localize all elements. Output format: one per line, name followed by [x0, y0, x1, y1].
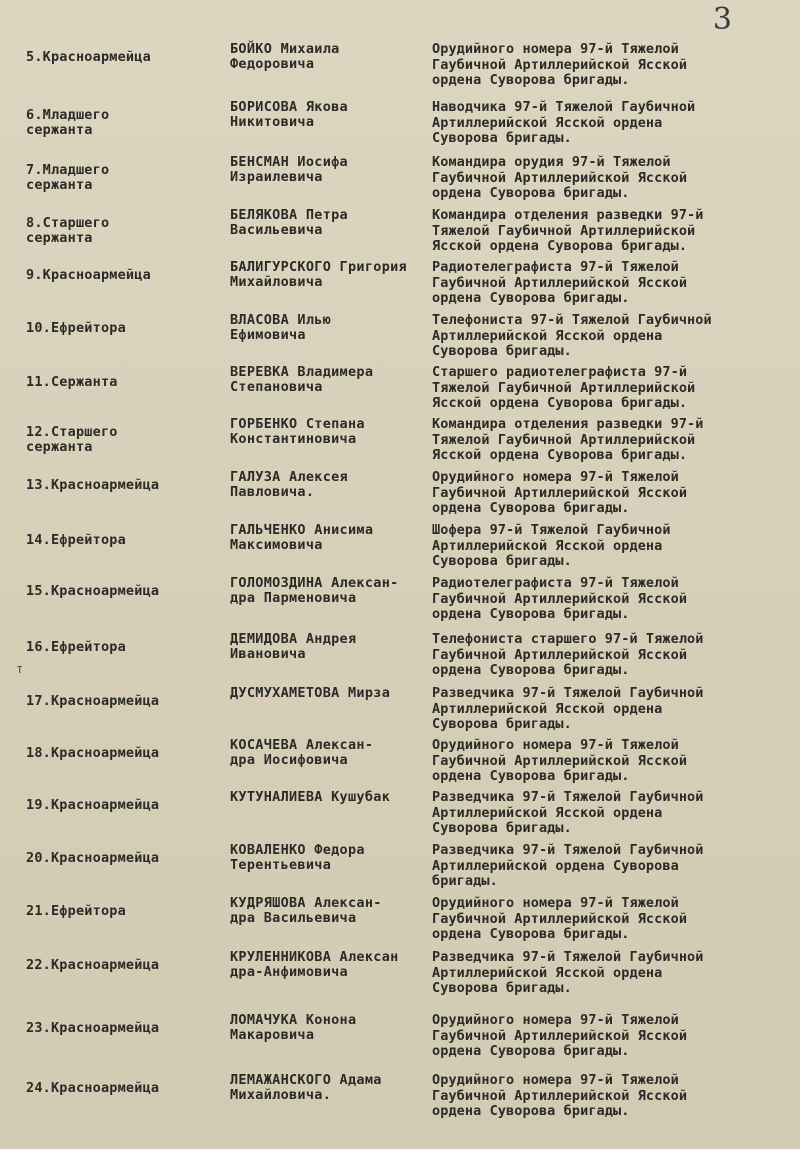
- description-cell: [432, 208, 787, 255]
- name-line: Степановича: [230, 379, 323, 395]
- rank-line: 24.Красноармейца: [26, 1080, 160, 1096]
- name-line: Федоровича: [230, 56, 315, 72]
- description-line: ордена Суворова бригады.: [432, 1043, 630, 1059]
- description-line: ордена Суворова бригады.: [432, 290, 630, 306]
- description-line: Тяжелой Гаубичной Артиллерийской: [432, 379, 696, 396]
- description-cell: [432, 896, 787, 943]
- description-line: ордена Суворова бригады.: [432, 768, 630, 784]
- rank-line: 22.Красноармейца: [26, 957, 160, 973]
- description-cell: [432, 1013, 787, 1060]
- name-cell: [230, 686, 435, 701]
- description-line: Орудийного номера 97-й Тяжелой: [432, 737, 679, 753]
- name-line: КОВАЛЕНКО Федора: [230, 842, 365, 858]
- name-line: БОРИСОВА Якова: [230, 99, 348, 115]
- description-line: Суворова бригады.: [432, 716, 572, 732]
- name-line: Максимовича: [230, 537, 323, 553]
- description-line: Ясской ордена Суворова бригады.: [432, 395, 688, 411]
- description-line: Гаубичной Артиллерийской Ясской: [432, 274, 688, 291]
- description-line: Орудийного номера 97-й Тяжелой: [432, 41, 679, 57]
- description-line: Суворова бригады.: [432, 343, 572, 359]
- description-line: Разведчика 97-й Тяжелой Гаубичной: [432, 949, 704, 965]
- rank-line: 23.Красноармейца: [26, 1020, 160, 1036]
- description-line: Радиотелеграфиста 97-й Тяжелой: [432, 575, 679, 591]
- name-line: ГАЛУЗА Алексея: [230, 469, 348, 485]
- name-line: БОЙКО Михаила: [230, 41, 340, 57]
- name-cell: [230, 155, 435, 185]
- description-line: Артиллерийской Ясской ордена: [432, 114, 663, 131]
- name-line: ДЕМИДОВА Андрея: [230, 631, 357, 647]
- name-line: Михайловича: [230, 274, 323, 290]
- name-line: ВЛАСОВА Илью: [230, 312, 332, 328]
- description-cell: [432, 100, 787, 147]
- description-line: Гаубичной Артиллерийской Ясской: [432, 169, 688, 186]
- description-line: Наводчика 97-й Тяжелой Гаубичной: [432, 99, 696, 115]
- name-cell: [230, 42, 435, 72]
- name-cell: [230, 208, 435, 238]
- description-cell: [432, 365, 787, 412]
- name-line: КУДРЯШОВА Алексан-: [230, 895, 382, 911]
- description-line: Суворова бригады.: [432, 553, 572, 569]
- rank-line: 6.Младшего: [26, 107, 110, 123]
- description-line: Ясской ордена Суворова бригады.: [432, 238, 688, 254]
- description-line: Артиллерийской Ясской ордена: [432, 804, 663, 821]
- description-cell: [432, 843, 787, 890]
- name-cell: [230, 1073, 435, 1103]
- rank-line: 18.Красноармейца: [26, 745, 160, 761]
- rank-cell: [26, 216, 226, 246]
- name-line: Терентьевича: [230, 857, 332, 873]
- description-line: Суворова бригады.: [432, 980, 572, 996]
- description-cell: [432, 686, 787, 733]
- rank-line: сержанта: [26, 122, 93, 138]
- name-line: БЕНСМАН Иосифа: [230, 154, 348, 170]
- description-cell: [432, 576, 787, 623]
- name-line: ГОРБЕНКО Степана: [230, 416, 365, 432]
- description-line: Гаубичной Артиллерийской Ясской: [432, 646, 688, 663]
- description-line: Артиллерийской ордена Суворова: [432, 857, 679, 874]
- rank-cell: [26, 478, 226, 493]
- description-line: Гаубичной Артиллерийской Ясской: [432, 56, 688, 73]
- description-cell: [432, 632, 787, 679]
- description-cell: [432, 260, 787, 307]
- description-cell: [432, 42, 787, 89]
- description-line: Телефониста старшего 97-й Тяжелой: [432, 631, 704, 647]
- name-cell: [230, 950, 435, 980]
- description-cell: [432, 950, 787, 997]
- description-line: Телефониста 97-й Тяжелой Гаубичной: [432, 312, 712, 328]
- rank-line: 9.Красноармейца: [26, 267, 151, 283]
- description-line: Гаубичной Артиллерийской Ясской: [432, 1087, 688, 1104]
- name-line: КРУЛЕННИКОВА Алексан: [230, 949, 399, 965]
- rank-line: 13.Красноармейца: [26, 477, 160, 493]
- description-line: ордена Суворова бригады.: [432, 662, 630, 678]
- name-line: Павловича.: [230, 484, 315, 500]
- name-cell: [230, 470, 435, 500]
- description-line: Тяжелой Гаубичной Артиллерийской: [432, 431, 696, 448]
- description-line: Разведчика 97-й Тяжелой Гаубичной: [432, 789, 704, 805]
- description-line: ордена Суворова бригады.: [432, 606, 630, 622]
- rank-cell: [26, 584, 226, 599]
- name-cell: [230, 790, 435, 805]
- name-cell: [230, 738, 435, 768]
- rank-line: 8.Старшего: [26, 215, 110, 231]
- description-line: Старшего радиотелеграфиста 97-й: [432, 364, 688, 380]
- description-line: Командира отделения разведки 97-й: [432, 416, 704, 432]
- description-cell: [432, 313, 787, 360]
- description-line: Артиллерийской Ясской ордена: [432, 700, 663, 717]
- description-cell: [432, 470, 787, 517]
- rank-cell: [26, 268, 226, 283]
- description-line: Командира отделения разведки 97-й: [432, 207, 704, 223]
- rank-cell: [26, 1081, 226, 1096]
- name-cell: [230, 576, 435, 606]
- name-cell: [230, 523, 435, 553]
- description-line: Артиллерийской Ясской ордена: [432, 537, 663, 554]
- description-line: Разведчика 97-й Тяжелой Гаубичной: [432, 685, 704, 701]
- name-cell: [230, 313, 435, 343]
- description-line: ордена Суворова бригады.: [432, 500, 630, 516]
- rank-cell: [26, 958, 226, 973]
- name-line: ГАЛЬЧЕНКО Анисима: [230, 522, 374, 538]
- rank-cell: [26, 425, 226, 455]
- rank-line: 7.Младшего: [26, 162, 110, 178]
- description-cell: [432, 738, 787, 785]
- rank-line: 14.Ефрейтора: [26, 532, 126, 548]
- description-line: Разведчика 97-й Тяжелой Гаубичной: [432, 842, 704, 858]
- description-cell: [432, 790, 787, 837]
- name-line: дра-Анфимовича: [230, 964, 348, 980]
- description-line: Тяжелой Гаубичной Артиллерийской: [432, 222, 696, 239]
- description-line: Орудийного номера 97-й Тяжелой: [432, 469, 679, 485]
- rank-cell: [26, 533, 226, 548]
- rank-line: 11.Сержанта: [26, 374, 118, 390]
- rank-cell: [26, 375, 226, 390]
- stray-mark: т: [16, 662, 24, 676]
- rank-cell: [26, 694, 226, 709]
- description-line: бригады.: [432, 873, 498, 889]
- rank-line: сержанта: [26, 230, 93, 246]
- rank-cell: [26, 50, 226, 65]
- rank-cell: [26, 798, 226, 813]
- name-cell: [230, 100, 435, 130]
- name-line: БАЛИГУРСКОГО Григория: [230, 259, 407, 275]
- rank-line: 21.Ефрейтора: [26, 903, 126, 919]
- name-line: ДУСМУХАМЕТОВА Мирза: [230, 685, 391, 701]
- description-line: Орудийного номера 97-й Тяжелой: [432, 1012, 679, 1028]
- name-line: КУТУНАЛИЕВА Кушубак: [230, 789, 391, 805]
- rank-cell: [26, 640, 226, 655]
- rank-line: 19.Красноармейца: [26, 797, 160, 813]
- rank-cell: [26, 163, 226, 193]
- name-line: Никитовича: [230, 114, 315, 130]
- description-line: Гаубичной Артиллерийской Ясской: [432, 752, 688, 769]
- rank-line: 17.Красноармейца: [26, 693, 160, 709]
- description-line: Суворова бригады.: [432, 820, 572, 836]
- description-line: Командира орудия 97-й Тяжелой: [432, 154, 671, 170]
- name-line: ЛЕМАЖАНСКОГО Адама: [230, 1072, 382, 1088]
- name-cell: [230, 1013, 435, 1043]
- rank-cell: [26, 746, 226, 761]
- rank-line: сержанта: [26, 177, 93, 193]
- name-line: ВЕРЕВКА Владимера: [230, 364, 374, 380]
- rank-line: 10.Ефрейтора: [26, 320, 126, 336]
- name-cell: [230, 632, 435, 662]
- rank-cell: [26, 1021, 226, 1036]
- name-cell: [230, 843, 435, 873]
- rank-line: 16.Ефрейтора: [26, 639, 126, 655]
- description-line: ордена Суворова бригады.: [432, 72, 630, 88]
- rank-line: 5.Красноармейца: [26, 49, 151, 65]
- description-line: Суворова бригады.: [432, 130, 572, 146]
- description-line: Орудийного номера 97-й Тяжелой: [432, 1072, 679, 1088]
- description-cell: [432, 155, 787, 202]
- name-line: Ефимовича: [230, 327, 306, 343]
- description-line: Радиотелеграфиста 97-й Тяжелой: [432, 259, 679, 275]
- name-line: Васильевича: [230, 222, 323, 238]
- description-cell: [432, 1073, 787, 1120]
- rank-line: 12.Старшего: [26, 424, 118, 440]
- name-cell: [230, 365, 435, 395]
- rank-line: 20.Красноармейца: [26, 850, 160, 866]
- rank-line: сержанта: [26, 439, 93, 455]
- name-line: Константиновича: [230, 431, 357, 447]
- name-line: дра Васильевича: [230, 910, 357, 926]
- description-line: ордена Суворова бригады.: [432, 926, 630, 942]
- rank-cell: [26, 851, 226, 866]
- name-line: Ивановича: [230, 646, 306, 662]
- rank-cell: [26, 904, 226, 919]
- description-line: Гаубичной Артиллерийской Ясской: [432, 910, 688, 927]
- name-cell: [230, 417, 435, 447]
- name-cell: [230, 896, 435, 926]
- description-line: Гаубичной Артиллерийской Ясской: [432, 590, 688, 607]
- name-line: дра Парменовича: [230, 590, 357, 606]
- rank-cell: [26, 321, 226, 336]
- name-line: ГОЛОМОЗДИНА Алексан-: [230, 575, 399, 591]
- name-line: Макаровича: [230, 1027, 315, 1043]
- description-cell: [432, 417, 787, 464]
- description-line: Гаубичной Артиллерийской Ясской: [432, 484, 688, 501]
- rank-line: 15.Красноармейца: [26, 583, 160, 599]
- description-line: ордена Суворова бригады.: [432, 185, 630, 201]
- description-line: Ясской ордена Суворова бригады.: [432, 447, 688, 463]
- name-cell: [230, 260, 435, 290]
- name-line: БЕЛЯКОВА Петра: [230, 207, 348, 223]
- page-number: 3: [712, 2, 732, 37]
- name-line: ЛОМАЧУКА Конона: [230, 1012, 357, 1028]
- description-line: Гаубичной Артиллерийской Ясской: [432, 1027, 688, 1044]
- description-cell: [432, 523, 787, 570]
- name-line: Михайловича.: [230, 1087, 332, 1103]
- rank-cell: [26, 108, 226, 138]
- description-line: ордена Суворова бригады.: [432, 1103, 630, 1119]
- name-line: Израилевича: [230, 169, 323, 185]
- name-line: дра Иосифовича: [230, 752, 348, 768]
- description-line: Шофера 97-й Тяжелой Гаубичной: [432, 522, 671, 538]
- name-line: КОСАЧЕВА Алексан-: [230, 737, 374, 753]
- description-line: Артиллерийской Ясской ордена: [432, 327, 663, 344]
- description-line: Артиллерийской Ясской ордена: [432, 964, 663, 981]
- description-line: Орудийного номера 97-й Тяжелой: [432, 895, 679, 911]
